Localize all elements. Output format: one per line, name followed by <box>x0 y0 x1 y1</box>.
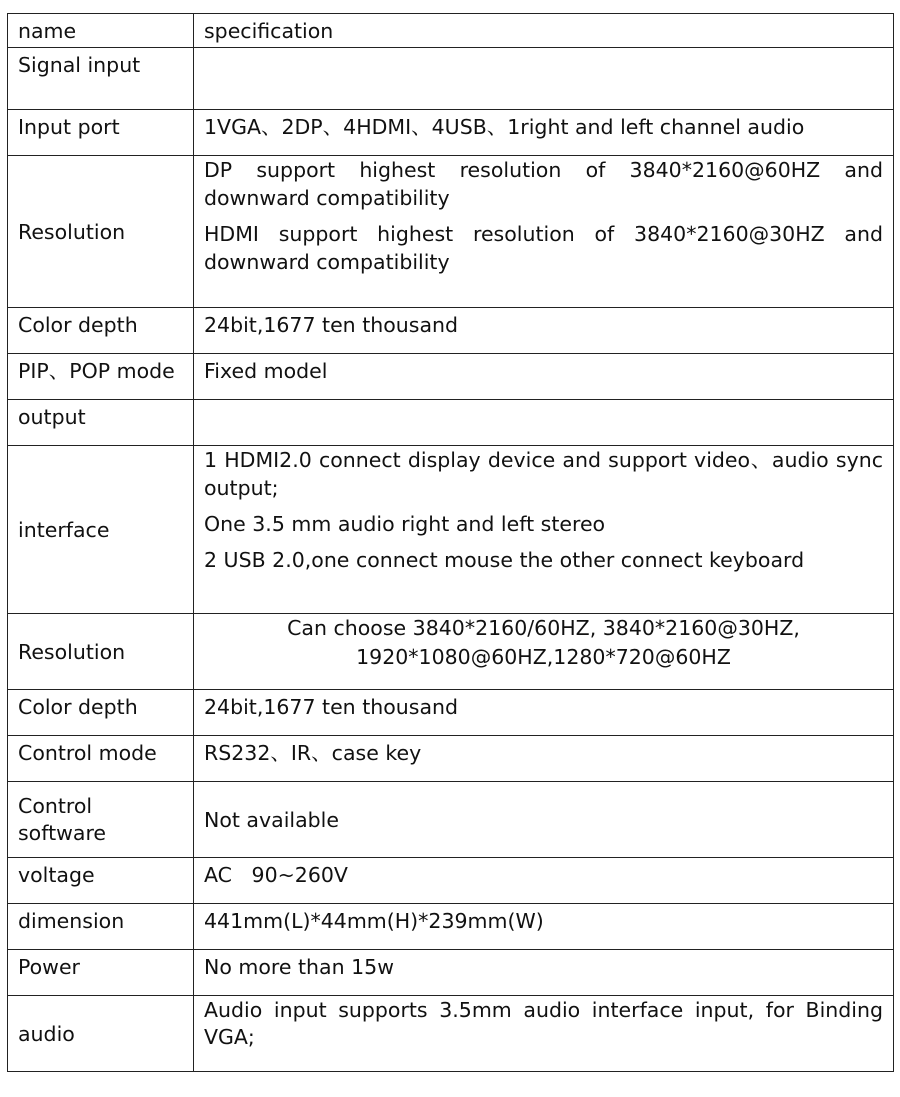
row-name-cell <box>8 904 194 950</box>
row-value: Audio input supports 3.5mm audio interface input, for Binding VGA; <box>204 998 883 1049</box>
row-name-cell <box>8 48 194 110</box>
row-name-cell <box>8 950 194 996</box>
row-value: One 3.5 mm audio right and left stereo <box>204 512 606 536</box>
header-name-cell <box>8 14 194 48</box>
row-name: interface <box>18 517 110 542</box>
row-name: Power <box>18 955 80 979</box>
row-name-cell <box>8 782 194 858</box>
row-value: AC 90~260V <box>204 863 348 887</box>
row-value-cell <box>194 110 894 156</box>
specification-table <box>7 13 894 1072</box>
row-value: HDMI support highest resolution of 3840*2160@30HZ and downward compatibility <box>204 222 883 274</box>
row-value-cell <box>194 614 894 690</box>
header-name: name <box>18 19 77 43</box>
table-row <box>8 858 894 904</box>
row-value: 24bit,1677 ten thousand <box>204 313 459 337</box>
table-row <box>8 614 894 690</box>
header-spec-cell <box>194 14 894 48</box>
row-name-cell <box>8 308 194 354</box>
row-value-cell <box>194 782 894 858</box>
table-row <box>8 446 894 614</box>
row-name-cell <box>8 156 194 308</box>
row-name-cell <box>8 690 194 736</box>
row-name: dimension <box>18 909 125 933</box>
row-value: No more than 15w <box>204 955 394 979</box>
row-name-cell <box>8 996 194 1072</box>
row-name-cell <box>8 354 194 400</box>
row-value: 1 HDMI2.0 connect display device and support video、audio sync output; <box>204 448 883 500</box>
row-value-cell <box>194 446 894 614</box>
row-value: 2 USB 2.0,one connect mouse the other connect keyboard <box>204 548 805 572</box>
row-value-cell <box>194 308 894 354</box>
row-value: 1VGA、2DP、4HDMI、4USB、1right and left channel audio <box>204 115 805 139</box>
table-row <box>8 110 894 156</box>
row-name: Color depth <box>18 313 138 337</box>
row-name-cell <box>8 400 194 446</box>
row-name: Control mode <box>18 741 157 765</box>
row-value: Fixed model <box>204 359 328 383</box>
table-row <box>8 950 894 996</box>
row-name-cell <box>8 858 194 904</box>
row-name: output <box>18 405 86 429</box>
row-name: voltage <box>18 863 95 887</box>
header-specification: specification <box>204 19 334 43</box>
row-name: Signal input <box>18 53 141 77</box>
row-value: 24bit,1677 ten thousand <box>204 695 459 719</box>
row-value-cell <box>194 858 894 904</box>
row-value: 441mm(L)*44mm(H)*239mm(W) <box>204 909 544 933</box>
table-row <box>8 48 894 110</box>
row-value-cell <box>194 354 894 400</box>
table-row <box>8 782 894 858</box>
table-row <box>8 156 894 308</box>
row-name-cell <box>8 446 194 614</box>
row-name: Input port <box>18 115 120 139</box>
row-value: 1920*1080@60HZ,1280*720@60HZ <box>356 645 731 669</box>
row-value: Can choose 3840*2160/60HZ, 3840*2160@30HZ, <box>287 616 800 640</box>
row-name: Control software <box>18 793 107 845</box>
row-value: RS232、IR、case key <box>204 741 422 765</box>
row-value-cell <box>194 950 894 996</box>
table-row <box>8 996 894 1072</box>
table-row <box>8 400 894 446</box>
row-value-cell <box>194 996 894 1072</box>
row-name-cell <box>8 614 194 690</box>
row-value-cell <box>194 48 894 110</box>
row-name-cell <box>8 736 194 782</box>
row-name: Resolution <box>18 219 126 244</box>
table-row <box>8 904 894 950</box>
row-value-cell <box>194 690 894 736</box>
table-row <box>8 736 894 782</box>
table-row <box>8 354 894 400</box>
row-name: Resolution <box>18 639 126 664</box>
row-value-cell <box>194 400 894 446</box>
row-value: DP support highest resolution of 3840*2160@60HZ and downward compatibility <box>204 158 883 210</box>
row-name: PIP、POP mode <box>18 359 175 383</box>
row-value-cell <box>194 156 894 308</box>
table-row <box>8 690 894 736</box>
row-value-cell <box>194 904 894 950</box>
row-value-cell <box>194 736 894 782</box>
row-value: Not available <box>204 807 339 832</box>
row-name: Color depth <box>18 695 138 719</box>
table-row <box>8 308 894 354</box>
table-header-row <box>8 14 894 48</box>
row-name-cell <box>8 110 194 156</box>
row-name: audio <box>18 1021 75 1046</box>
